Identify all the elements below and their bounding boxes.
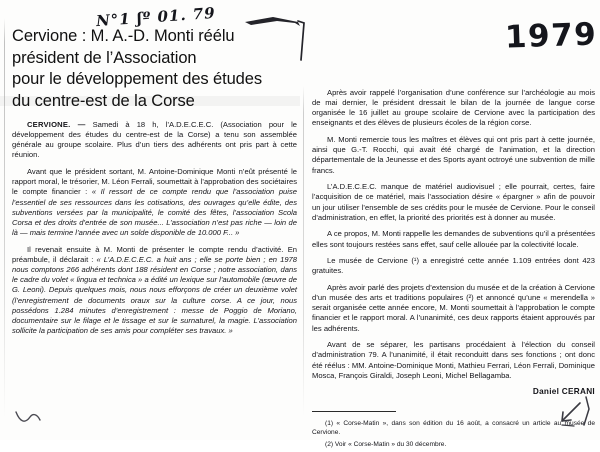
footnotes: [312, 419, 595, 450]
footnote-separator-rule: [312, 411, 396, 412]
paragraph-conference-report: Après avoir rappelé l’organisation d’une conférence sur l’archéologie au mois de mai dernier, le président dressait le bilan de la journée de langue corse organisée le 16 juillet au groupe scolaire de Cervione avec la participation des enseignants et des élèves de plusieurs écoles de la région corse.: [312, 88, 595, 128]
headline-line-1: Cervione : M. A.-D. Monti réélu: [12, 27, 235, 45]
scan-edge-left-line: [4, 18, 5, 418]
footnote-1: (1) « Corse-Matin », dans son édition du 16 août, a consacré un article au musée de Cervione.: [312, 419, 595, 436]
pen-tick-mark: [14, 408, 54, 430]
activity-intro: Il revenait ensuite à M. Monti de présenter le compte rendu d’activité. En préambule, il déclarait :: [12, 244, 297, 264]
paragraph-audiovisual-needs: L’A.D.E.C.E.C. manque de matériel audiovisuel ; elle pourrait, certes, faire l’acquisition de ce matériel, mais l’association désire « épargner » afin de pouvoir un jour utiliser l’ensemble de ses crédits pour le musée de Cervione. Pour le conseil d’administration, en effet, la priorité des priorités est à donner au musée.: [312, 182, 595, 222]
paragraph-thanks: M. Monti remercie tous les maîtres et élèves qui ont pris part à cette journée, ainsi que G.-T. Rocchi, qui avait été chargé de l’animation, et la direction départementale de la Jeunesse et des Sports ayant octroyé une subvention de mille francs.: [312, 135, 595, 175]
headline-line-4: du centre-est de la Corse: [12, 91, 195, 110]
headline-line-3: pour le développement des études: [12, 70, 262, 88]
paragraph-museum-projects: Après avoir parlé des projets d’extension du musée et de la création à Cervione d’un musée des arts et traditions populaires (²) et annoncé qu’une « merendella » serait organisée cette année encore, M. Monti soumettait à l’approbation le compte financier et le rapport moral. A l’unanimité, ces deux rapports étaient approuvés par les adhérents.: [312, 283, 595, 333]
paragraph-subsidy-requests: A ce propos, M. Monti rappelle les demandes de subventions qu’il a présentées elles sont toujours restées sans effet, sauf celle allouée par la colectivité locale.: [312, 229, 595, 249]
activity-quote: « L’A.D.E.C.E.C. a huit ans ; elle se porte bien ; en 1978 nous comptons 266 adhérents dont 188 résident en Corse ; notre association, dans le cadre du volet « lingua et technica » a édité un lexique sur l’automobile (œuvre de G. Leoni). Depuis quelques mois, nous nous efforçons de créer un deuxième volet (l’enregistrement de documents oraux sur la culture corse. A ce jour, nous possédons 1.284 minutes d’enregistrement : messe de Poggio de Moriano, documentaire sur le filage et le tissage et sur le surnaturel, la magie. L’association sollicite la participation de ses amis pour compléter ses travaux. »: [12, 254, 297, 335]
handwritten-year-stamp: 1979: [504, 16, 598, 56]
footnote-2: (2) Voir « Corse-Matin » du 30 décembre.: [325, 440, 447, 448]
paragraph-board-election: Avant de se séparer, les partisans procédaient à l’élection du conseil d’administration 79. A l’unanimité, il était reconduitt dans ses fonctions ; ont donc été réélus : MM. Antoine-Dominique Monti, Mathieu Ferrari, Léon Ferrali, Dominique Mosca, François Giraldi, Joseph Leoni, Michel Bellagamba.: [312, 340, 595, 380]
handwritten-archive-reference: N°1 ʃº 01. 79: [95, 3, 217, 31]
paragraph-museum-attendance: Le musée de Cervione (¹) a enregistré cette année 1.109 entrées dont 423 gratuites.: [312, 256, 595, 276]
headline-line-2: président de l’Association: [12, 48, 197, 67]
paragraph-dateline: [12, 120, 297, 161]
body-column-right: [312, 88, 595, 452]
dateline-text: Samedi à 18 h, l’A.D.E.C.E.C. (Association pour le développement des études du centre-est de la Corse) a tenu son assemblée générale au groupe scolaire. Plus d’un tiers des adhérents ont pris part à cette réunion.: [12, 120, 298, 160]
body-column-left: [12, 120, 297, 343]
treasurer-quote: « Il ressort de ce compte rendu que l’association puise l’essentiel de ses ressources dans les cotisations, des ouvrages qu’elle édite, des subventions versées par la municipalité, le comité des fêtes, l’association Scola Corsa et des droits d’entrée de son musée... L’association n’est pas riche — loin de là — mais termine l’année avec un solde disponible de 10.000 F... »: [12, 187, 297, 238]
paragraph-activity-report: [12, 245, 297, 336]
headline: [12, 26, 300, 112]
paragraph-treasurer-report: [12, 167, 297, 238]
treasurer-intro: Avant que le président sortant, M. Antoine-Dominique Monti n’eût présenté le rapport moral, le trésorier, M. Léon Ferrali, soumettait à l’approbation des sociétaires le compte financier :: [12, 167, 297, 197]
dateline-lead: CERVIONE. —: [27, 120, 86, 129]
column-separator-rule: [303, 86, 304, 416]
byline: Daniel CERANI: [532, 387, 595, 397]
